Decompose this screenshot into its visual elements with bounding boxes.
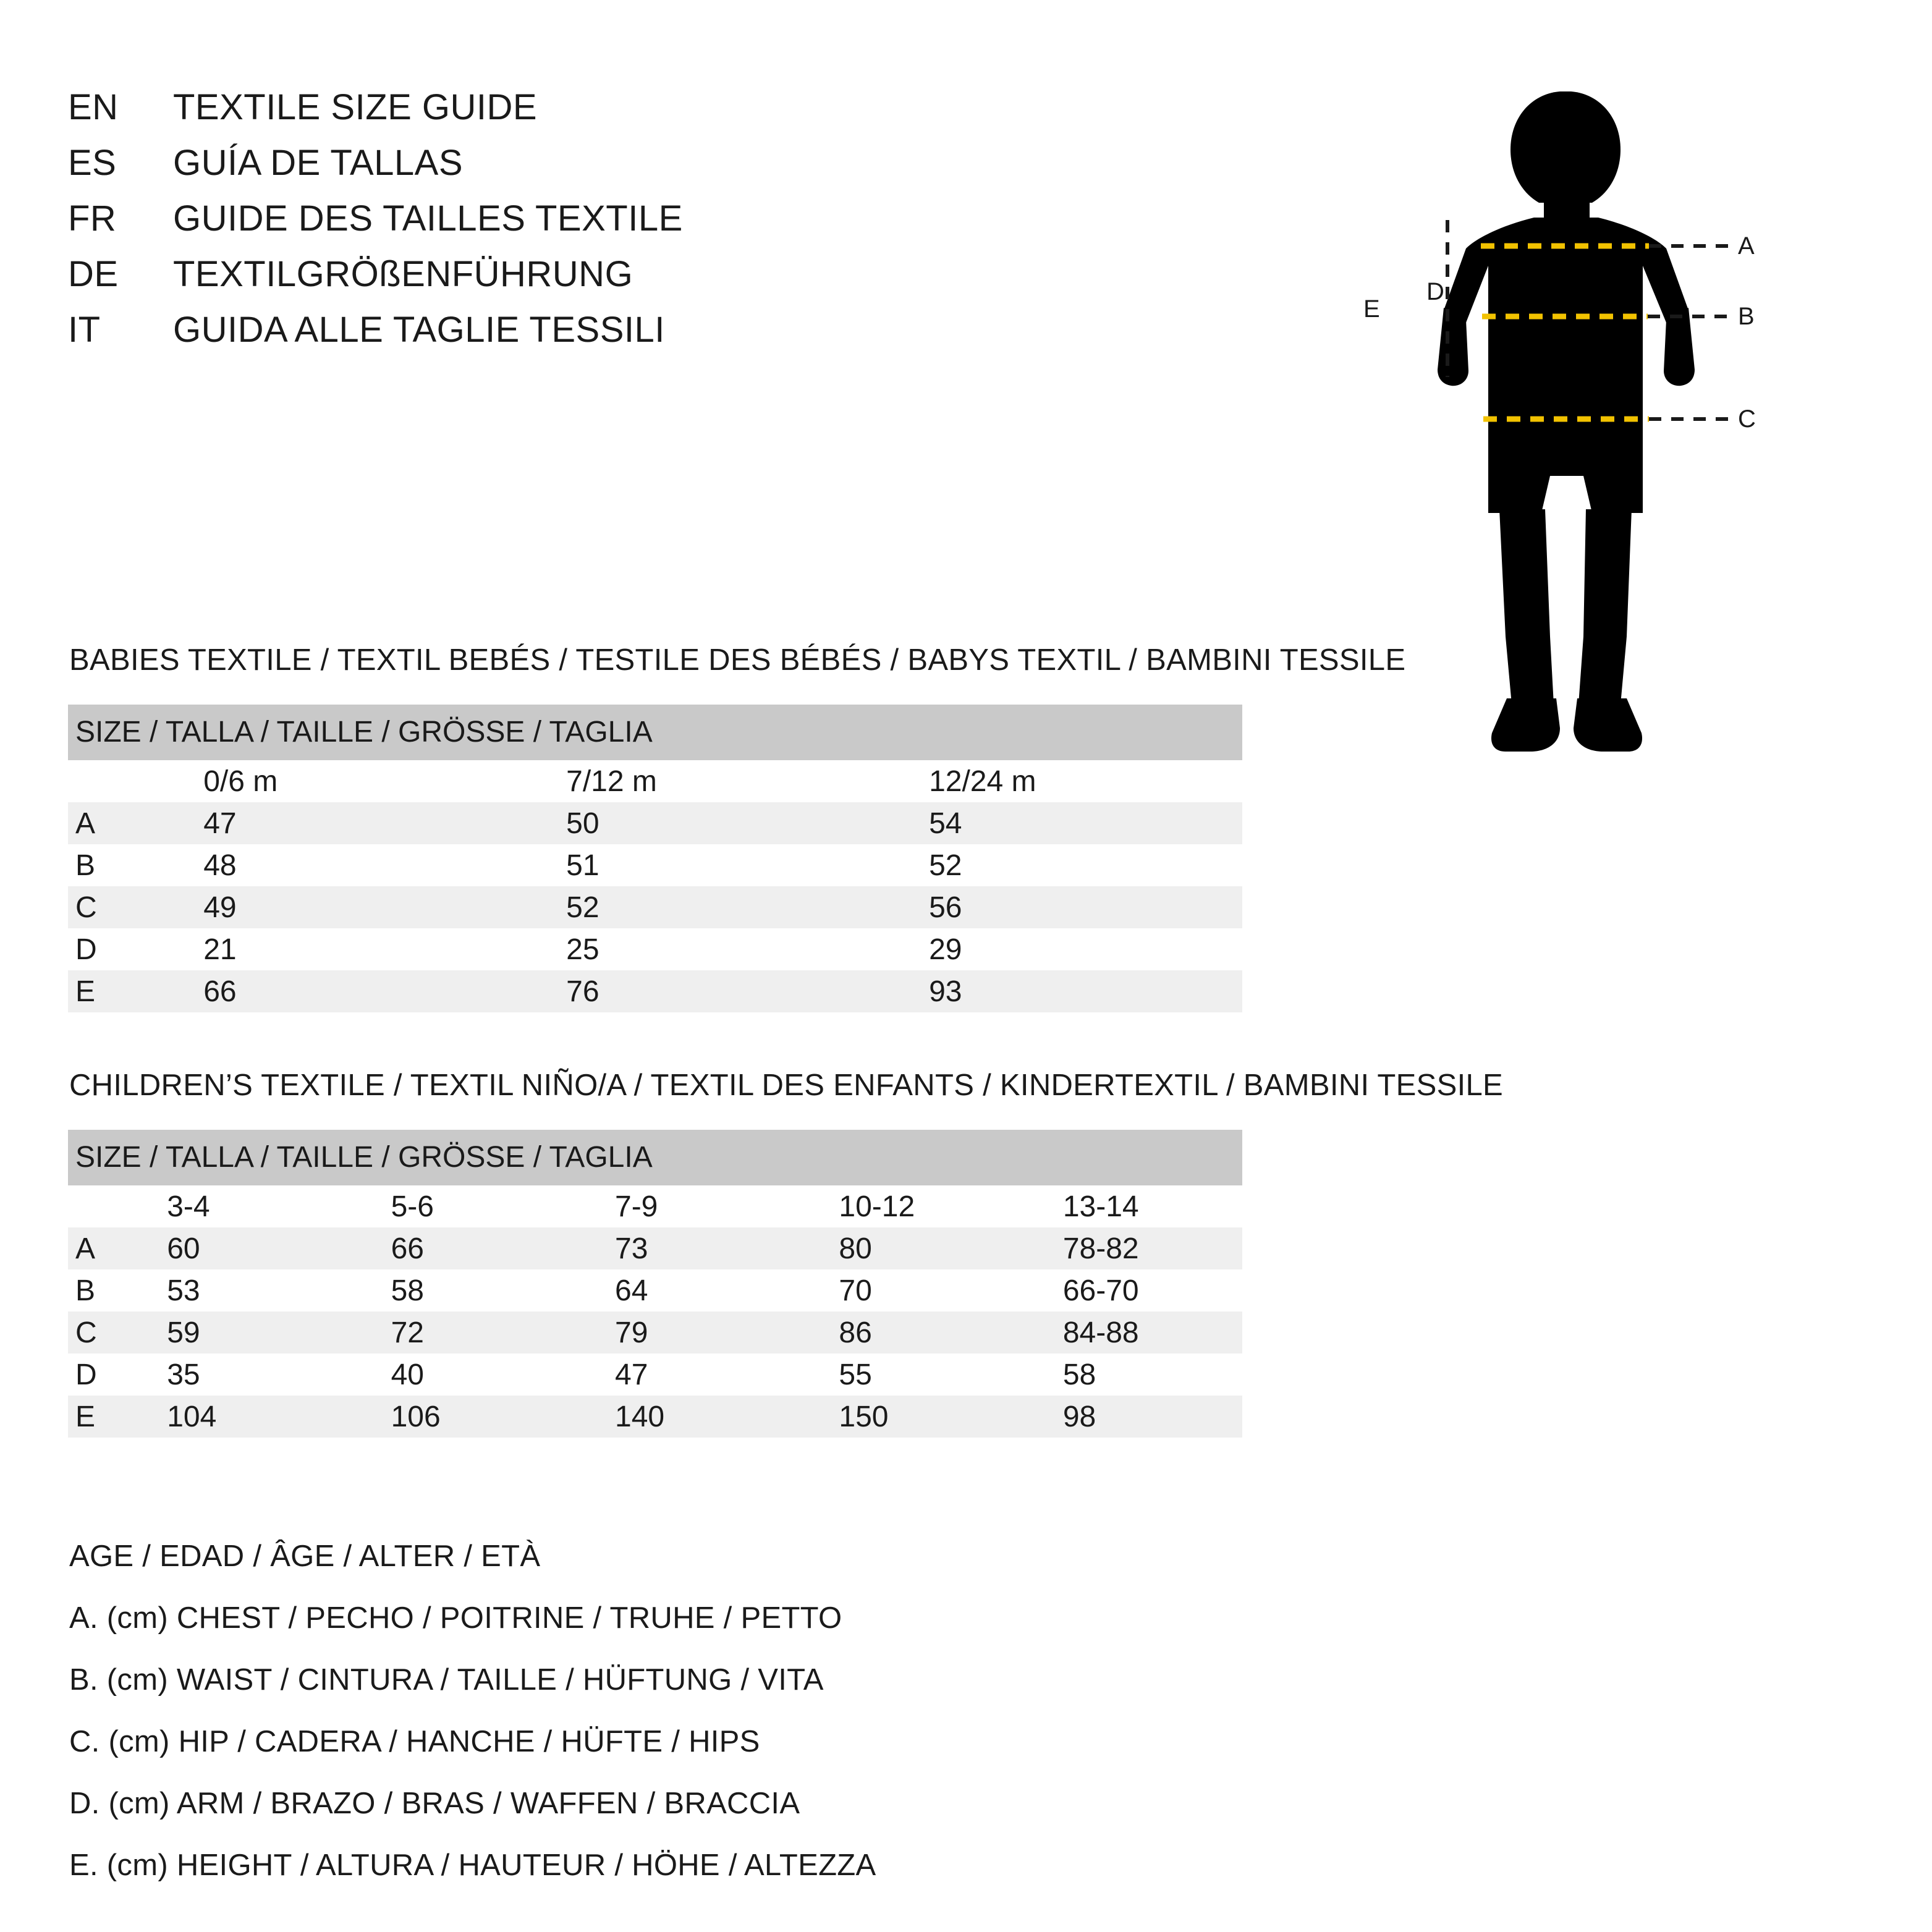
babies-e-1: 76 [517, 970, 879, 1012]
children-row-label-e: E [68, 1396, 124, 1438]
babies-column-1: 7/12 m [517, 760, 879, 802]
babies-a-2: 54 [879, 802, 1242, 844]
children-a-3: 80 [795, 1227, 1019, 1269]
children-d-2: 47 [572, 1354, 795, 1396]
babies-column-2: 12/24 m [879, 760, 1242, 802]
babies-row-label-d: D [68, 928, 154, 970]
babies-d-2: 29 [879, 928, 1242, 970]
measurement-legend [69, 1539, 1429, 1910]
children-c-2: 79 [572, 1311, 795, 1354]
legend-hip: C. (cm) HIP / CADERA / HANCHE / HÜFTE / HIPS [69, 1725, 760, 1758]
table-row [68, 802, 1242, 844]
children-d-1: 40 [348, 1354, 572, 1396]
children-e-3: 150 [795, 1396, 1019, 1438]
language-text-de: TEXTILGRÖßENFÜHRUNG [173, 254, 633, 294]
children-e-1: 106 [348, 1396, 572, 1438]
children-column-1: 5-6 [348, 1185, 572, 1227]
children-a-1: 66 [348, 1227, 572, 1269]
table-row [68, 970, 1242, 1012]
children-size-table [68, 1130, 1242, 1438]
figure-label-a: A [1738, 232, 1755, 260]
figure-label-c: C [1738, 405, 1756, 433]
children-column-header-row [68, 1185, 1242, 1227]
table-row [68, 886, 1242, 928]
babies-column-header-row [68, 760, 1242, 802]
babies-row-label-a: A [68, 802, 154, 844]
babies-section-title: BABIES TEXTILE / TEXTIL BEBÉS / TESTILE DES BÉBÉS / BABYS TEXTIL / BAMBINI TESSILE [69, 643, 1406, 677]
babies-d-0: 21 [154, 928, 517, 970]
language-row-es [68, 142, 1242, 198]
table-row [68, 844, 1242, 886]
babies-c-1: 52 [517, 886, 879, 928]
row-label-blank [68, 1185, 124, 1227]
babies-row-label-b: B [68, 844, 154, 886]
children-e-4: 98 [1020, 1396, 1242, 1438]
table-header-band [68, 705, 1242, 760]
babies-a-1: 50 [517, 802, 879, 844]
figure-label-e: E [1363, 295, 1380, 323]
children-b-2: 64 [572, 1269, 795, 1311]
children-column-4: 13-14 [1020, 1185, 1242, 1227]
babies-d-1: 25 [517, 928, 879, 970]
children-d-3: 55 [795, 1354, 1019, 1396]
language-code-en: EN [68, 87, 119, 127]
children-b-0: 53 [124, 1269, 347, 1311]
row-label-blank [68, 760, 154, 802]
children-a-4: 78-82 [1020, 1227, 1242, 1269]
babies-e-2: 93 [879, 970, 1242, 1012]
measurement-figure [1363, 80, 1839, 779]
language-text-fr: GUIDE DES TAILLES TEXTILE [173, 198, 683, 239]
language-text-en: TEXTILE SIZE GUIDE [173, 87, 538, 127]
children-c-1: 72 [348, 1311, 572, 1354]
language-row-de [68, 253, 1242, 309]
table-row [68, 1311, 1242, 1354]
language-title-block [68, 87, 1242, 365]
legend-waist: B. (cm) WAIST / CINTURA / TAILLE / HÜFTUNG / VITA [69, 1663, 824, 1697]
figure-label-d: D [1426, 278, 1444, 305]
children-row-label-a: A [68, 1227, 124, 1269]
language-row-it [68, 309, 1242, 365]
babies-c-2: 56 [879, 886, 1242, 928]
children-column-2: 7-9 [572, 1185, 795, 1227]
children-c-3: 86 [795, 1311, 1019, 1354]
table-row [68, 1227, 1242, 1269]
children-b-3: 70 [795, 1269, 1019, 1311]
children-row-label-d: D [68, 1354, 124, 1396]
language-row-fr [68, 198, 1242, 253]
children-size-header: SIZE / TALLA / TAILLE / GRÖSSE / TAGLIA [68, 1130, 1242, 1185]
babies-size-header: SIZE / TALLA / TAILLE / GRÖSSE / TAGLIA [68, 705, 1242, 760]
language-code-it: IT [68, 310, 101, 350]
children-d-4: 58 [1020, 1354, 1242, 1396]
children-section-title: CHILDREN’S TEXTILE / TEXTIL NIÑO/A / TEXTIL DES ENFANTS / KINDERTEXTIL / BAMBINI TESSILE [69, 1069, 1504, 1102]
babies-row-label-e: E [68, 970, 154, 1012]
children-e-2: 140 [572, 1396, 795, 1438]
table-row [68, 1396, 1242, 1438]
children-c-0: 59 [124, 1311, 347, 1354]
child-silhouette-icon [1407, 80, 1839, 779]
table-row [68, 928, 1242, 970]
children-d-0: 35 [124, 1354, 347, 1396]
babies-a-0: 47 [154, 802, 517, 844]
children-b-4: 66-70 [1020, 1269, 1242, 1311]
figure-label-b: B [1738, 303, 1755, 330]
language-text-es: GUÍA DE TALLAS [173, 143, 464, 183]
babies-c-0: 49 [154, 886, 517, 928]
language-code-fr: FR [68, 198, 117, 239]
language-code-es: ES [68, 143, 117, 183]
babies-column-0: 0/6 m [154, 760, 517, 802]
children-row-label-c: C [68, 1311, 124, 1354]
language-code-de: DE [68, 254, 119, 294]
table-row [68, 1269, 1242, 1311]
children-c-4: 84-88 [1020, 1311, 1242, 1354]
children-a-2: 73 [572, 1227, 795, 1269]
table-row [68, 1354, 1242, 1396]
children-row-label-b: B [68, 1269, 124, 1311]
babies-b-0: 48 [154, 844, 517, 886]
babies-row-label-c: C [68, 886, 154, 928]
babies-b-2: 52 [879, 844, 1242, 886]
children-a-0: 60 [124, 1227, 347, 1269]
children-b-1: 58 [348, 1269, 572, 1311]
language-text-it: GUIDA ALLE TAGLIE TESSILI [173, 310, 665, 350]
legend-arm: D. (cm) ARM / BRAZO / BRAS / WAFFEN / BRACCIA [69, 1787, 800, 1820]
babies-b-1: 51 [517, 844, 879, 886]
children-column-0: 3-4 [124, 1185, 347, 1227]
legend-height: E. (cm) HEIGHT / ALTURA / HAUTEUR / HÖHE / ALTEZZA [69, 1849, 876, 1882]
table-header-band [68, 1130, 1242, 1185]
legend-age: AGE / EDAD / ÂGE / ALTER / ETÀ [69, 1540, 541, 1573]
children-column-3: 10-12 [795, 1185, 1019, 1227]
babies-e-0: 66 [154, 970, 517, 1012]
babies-size-table [68, 705, 1242, 1012]
language-row-en [68, 87, 1242, 142]
children-e-0: 104 [124, 1396, 347, 1438]
legend-chest: A. (cm) CHEST / PECHO / POITRINE / TRUHE / PETTO [69, 1601, 842, 1635]
